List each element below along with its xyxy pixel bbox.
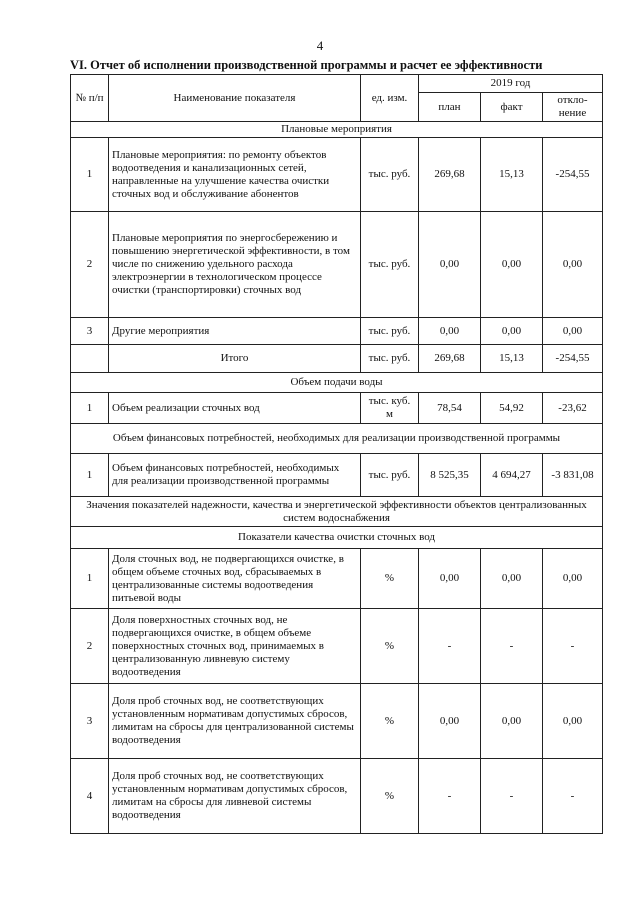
row-num: 3 xyxy=(71,318,109,345)
section-title: Плановые мероприятия xyxy=(71,122,603,138)
row-name: Другие мероприятия xyxy=(109,318,361,345)
section-row xyxy=(71,122,603,138)
row-deviation: -254,55 xyxy=(543,138,603,212)
row-num: 4 xyxy=(71,759,109,834)
table-row xyxy=(71,759,603,834)
row-unit: % xyxy=(361,759,419,834)
row-num: 3 xyxy=(71,684,109,759)
total-deviation: -254,55 xyxy=(543,345,603,373)
row-unit: % xyxy=(361,609,419,684)
row-unit: тыс. руб. xyxy=(361,318,419,345)
row-name: Объем реализации сточных вод xyxy=(109,393,361,424)
row-num: 1 xyxy=(71,549,109,609)
row-fact: - xyxy=(481,609,543,684)
header-deviation: откло-нение xyxy=(543,93,603,122)
row-fact: - xyxy=(481,759,543,834)
section-row xyxy=(71,424,603,454)
row-unit: тыс. куб. м xyxy=(361,393,419,424)
section-title: Значения показателей надежности, качества и энергетической эффективности объектов централизованных систем водоснабжения xyxy=(71,497,603,527)
row-name: Доля сточных вод, не подвергающихся очистке, в общем объеме сточных вод, сбрасываемых в централизованные системы водоотведения питьевой воды xyxy=(109,549,361,609)
header-year: 2019 год xyxy=(419,75,603,93)
section-title: Объем финансовых потребностей, необходимых для реализации производственной программы xyxy=(71,424,603,454)
page-number: 4 xyxy=(316,38,324,53)
row-deviation: 0,00 xyxy=(543,318,603,345)
section-heading: VI. Отчет об исполнении производственной программы и расчет ее эффективности xyxy=(70,58,543,72)
row-fact: 4 694,27 xyxy=(481,454,543,497)
table-row xyxy=(71,393,603,424)
row-plan: - xyxy=(419,759,481,834)
row-num: 1 xyxy=(71,138,109,212)
row-num: 2 xyxy=(71,212,109,318)
table-row xyxy=(71,212,603,318)
report-table xyxy=(70,74,603,834)
row-deviation: - xyxy=(543,759,603,834)
header-row xyxy=(71,75,603,93)
row-plan: 0,00 xyxy=(419,212,481,318)
row-plan: 78,54 xyxy=(419,393,481,424)
row-name: Доля проб сточных вод, не соответствующих установленным нормативам допустимых сбросов, лимитам на сбросы для ливневой системы водоотведения xyxy=(109,759,361,834)
row-unit: тыс. руб. xyxy=(361,138,419,212)
row-plan: - xyxy=(419,609,481,684)
table-row xyxy=(71,609,603,684)
header-fact: факт xyxy=(481,93,543,122)
table-row xyxy=(71,549,603,609)
section-title: Объем подачи воды xyxy=(71,373,603,393)
row-deviation: -23,62 xyxy=(543,393,603,424)
row-unit: тыс. руб. xyxy=(361,212,419,318)
row-fact: 0,00 xyxy=(481,212,543,318)
total-num xyxy=(71,345,109,373)
row-plan: 0,00 xyxy=(419,318,481,345)
total-row xyxy=(71,345,603,373)
row-name: Доля проб сточных вод, не соответствующих установленным нормативам допустимых сбросов, лимитам на сбросы для централизованной системы водоотведения xyxy=(109,684,361,759)
section-title: Показатели качества очистки сточных вод xyxy=(71,527,603,549)
row-fact: 15,13 xyxy=(481,138,543,212)
row-name: Доля поверхностных сточных вод, не подвергающихся очистке, в общем объеме поверхностных сточных вод, принимаемых в централизованную ливневую систему водоотведения xyxy=(109,609,361,684)
total-plan: 269,68 xyxy=(419,345,481,373)
total-unit: тыс. руб. xyxy=(361,345,419,373)
row-fact: 0,00 xyxy=(481,318,543,345)
table-row xyxy=(71,318,603,345)
row-num: 1 xyxy=(71,393,109,424)
section-row xyxy=(71,527,603,549)
row-deviation: -3 831,08 xyxy=(543,454,603,497)
row-deviation: - xyxy=(543,609,603,684)
row-unit: тыс. руб. xyxy=(361,454,419,497)
total-label: Итого xyxy=(109,345,361,373)
row-unit: % xyxy=(361,684,419,759)
row-name: Плановые мероприятия: по ремонту объектов водоотведения и канализационных сетей, направленные на улучшение качества очистки сточных вод и обслуживание абонентов xyxy=(109,138,361,212)
header-unit: ед. изм. xyxy=(361,75,419,122)
row-fact: 0,00 xyxy=(481,549,543,609)
row-plan: 0,00 xyxy=(419,549,481,609)
row-deviation: 0,00 xyxy=(543,212,603,318)
header-plan: план xyxy=(419,93,481,122)
row-name: Объем финансовых потребностей, необходимых для реализации производственной программы xyxy=(109,454,361,497)
row-plan: 269,68 xyxy=(419,138,481,212)
row-deviation: 0,00 xyxy=(543,549,603,609)
row-name: Плановые мероприятия по энергосбережению и повышению энергетической эффективности, в том числе по снижению удельного расхода электроэнергии в технологическом процессе очистки (транспортировки) сточных вод xyxy=(109,212,361,318)
row-deviation: 0,00 xyxy=(543,684,603,759)
header-name: Наименование показателя xyxy=(109,75,361,122)
row-plan: 8 525,35 xyxy=(419,454,481,497)
header-num: № п/п xyxy=(71,75,109,122)
row-num: 1 xyxy=(71,454,109,497)
row-num: 2 xyxy=(71,609,109,684)
section-row xyxy=(71,373,603,393)
table-row xyxy=(71,684,603,759)
table-row xyxy=(71,138,603,212)
row-plan: 0,00 xyxy=(419,684,481,759)
row-fact: 0,00 xyxy=(481,684,543,759)
section-row xyxy=(71,497,603,527)
row-fact: 54,92 xyxy=(481,393,543,424)
row-unit: % xyxy=(361,549,419,609)
table-row xyxy=(71,454,603,497)
total-fact: 15,13 xyxy=(481,345,543,373)
